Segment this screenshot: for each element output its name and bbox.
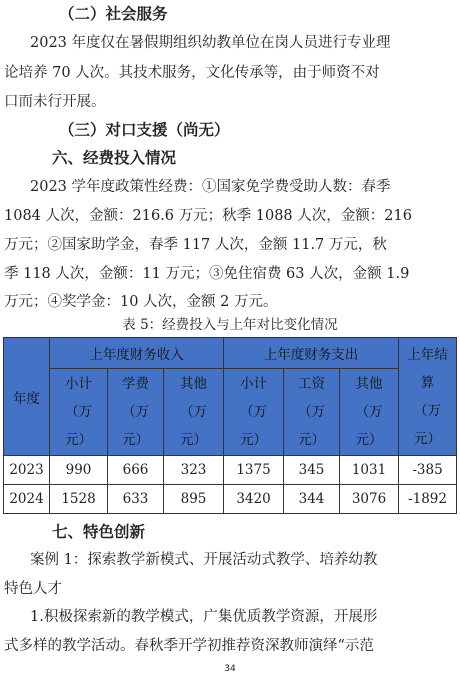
header-expense-other: 其他 （万 元） <box>340 369 399 456</box>
header-income-other: 其他 （万 元） <box>164 369 224 456</box>
section-title-social-service: （二）社会服务 <box>59 5 168 23</box>
section-title-support: （三）对口支援（尚无） <box>59 121 230 139</box>
paragraph-line: 万元；②国家助学金，春季 117 人次，金额 11.7 万元，秋 <box>4 237 387 253</box>
header-income-subtotal: 小计 （万 元） <box>50 369 108 456</box>
paragraph-line: 2023 学年度政策性经费：①国家免学费受助人数：春季 <box>30 179 391 195</box>
cell-income-other: 895 <box>164 485 224 514</box>
header-expense-subtotal: 小计 （万 元） <box>224 369 284 456</box>
header-tuition: 学费 （万 元） <box>108 369 164 456</box>
table-caption: 表 5：经费投入与上年对比变化情况 <box>122 317 338 333</box>
table-row <box>4 456 457 485</box>
cell-year: 2023 <box>4 456 50 485</box>
cell-balance: -1892 <box>399 485 457 514</box>
cell-tuition: 666 <box>108 456 164 485</box>
funding-comparison-table <box>3 337 457 514</box>
paragraph-line: 1084 人次，金额：216.6 万元；秋季 1088 人次，金额：216 <box>4 208 412 224</box>
cell-year: 2024 <box>4 485 50 514</box>
paragraph-line: 2023 年度仅在暑假期组织幼教单位在岗人员进行专业理 <box>30 35 391 51</box>
cell-income-other: 323 <box>164 456 224 485</box>
cell-salary: 344 <box>284 485 340 514</box>
cell-expense-total: 3420 <box>224 485 284 514</box>
header-balance: 上年结 算 （万 元） <box>399 338 457 456</box>
header-year: 年度 <box>4 338 50 456</box>
paragraph-line: 特色人才 <box>4 581 62 597</box>
paragraph-line: 季 118 人次，金额：11 万元；③免住宿费 63 人次，金额 1.9 <box>4 266 410 282</box>
header-income: 上年度财务收入 <box>50 338 224 369</box>
cell-income-total: 990 <box>50 456 108 485</box>
section-title-innovation: 七、特色创新 <box>52 523 146 541</box>
paragraph-line: 案例 1：探索教学新模式、开展活动式教学、培养幼教 <box>30 552 378 568</box>
cell-expense-total: 1375 <box>224 456 284 485</box>
cell-balance: -385 <box>399 456 457 485</box>
header-expense: 上年度财务支出 <box>224 338 399 369</box>
table-row <box>4 485 457 514</box>
page-number: 34 <box>224 664 236 674</box>
section-title-funding: 六、经费投入情况 <box>52 149 177 167</box>
cell-expense-other: 3076 <box>340 485 399 514</box>
paragraph-line: 1.积极探索新的教学模式，广集优质教学资源，开展形 <box>30 609 378 625</box>
cell-income-total: 1528 <box>50 485 108 514</box>
header-salary: 工资 （万 元） <box>284 369 340 456</box>
cell-salary: 345 <box>284 456 340 485</box>
paragraph-line: 式多样的教学活动。春秋季开学初推荐资深教师演绎“示范 <box>4 638 374 654</box>
cell-expense-other: 1031 <box>340 456 399 485</box>
paragraph-line: 万元；④奖学金：10 人次，金额 2 万元。 <box>4 294 278 310</box>
paragraph-line: 口而未行开展。 <box>4 94 106 110</box>
paragraph-line: 论培养 70 人次。其技术服务，文化传承等，由于师资不对 <box>4 65 380 81</box>
cell-tuition: 633 <box>108 485 164 514</box>
